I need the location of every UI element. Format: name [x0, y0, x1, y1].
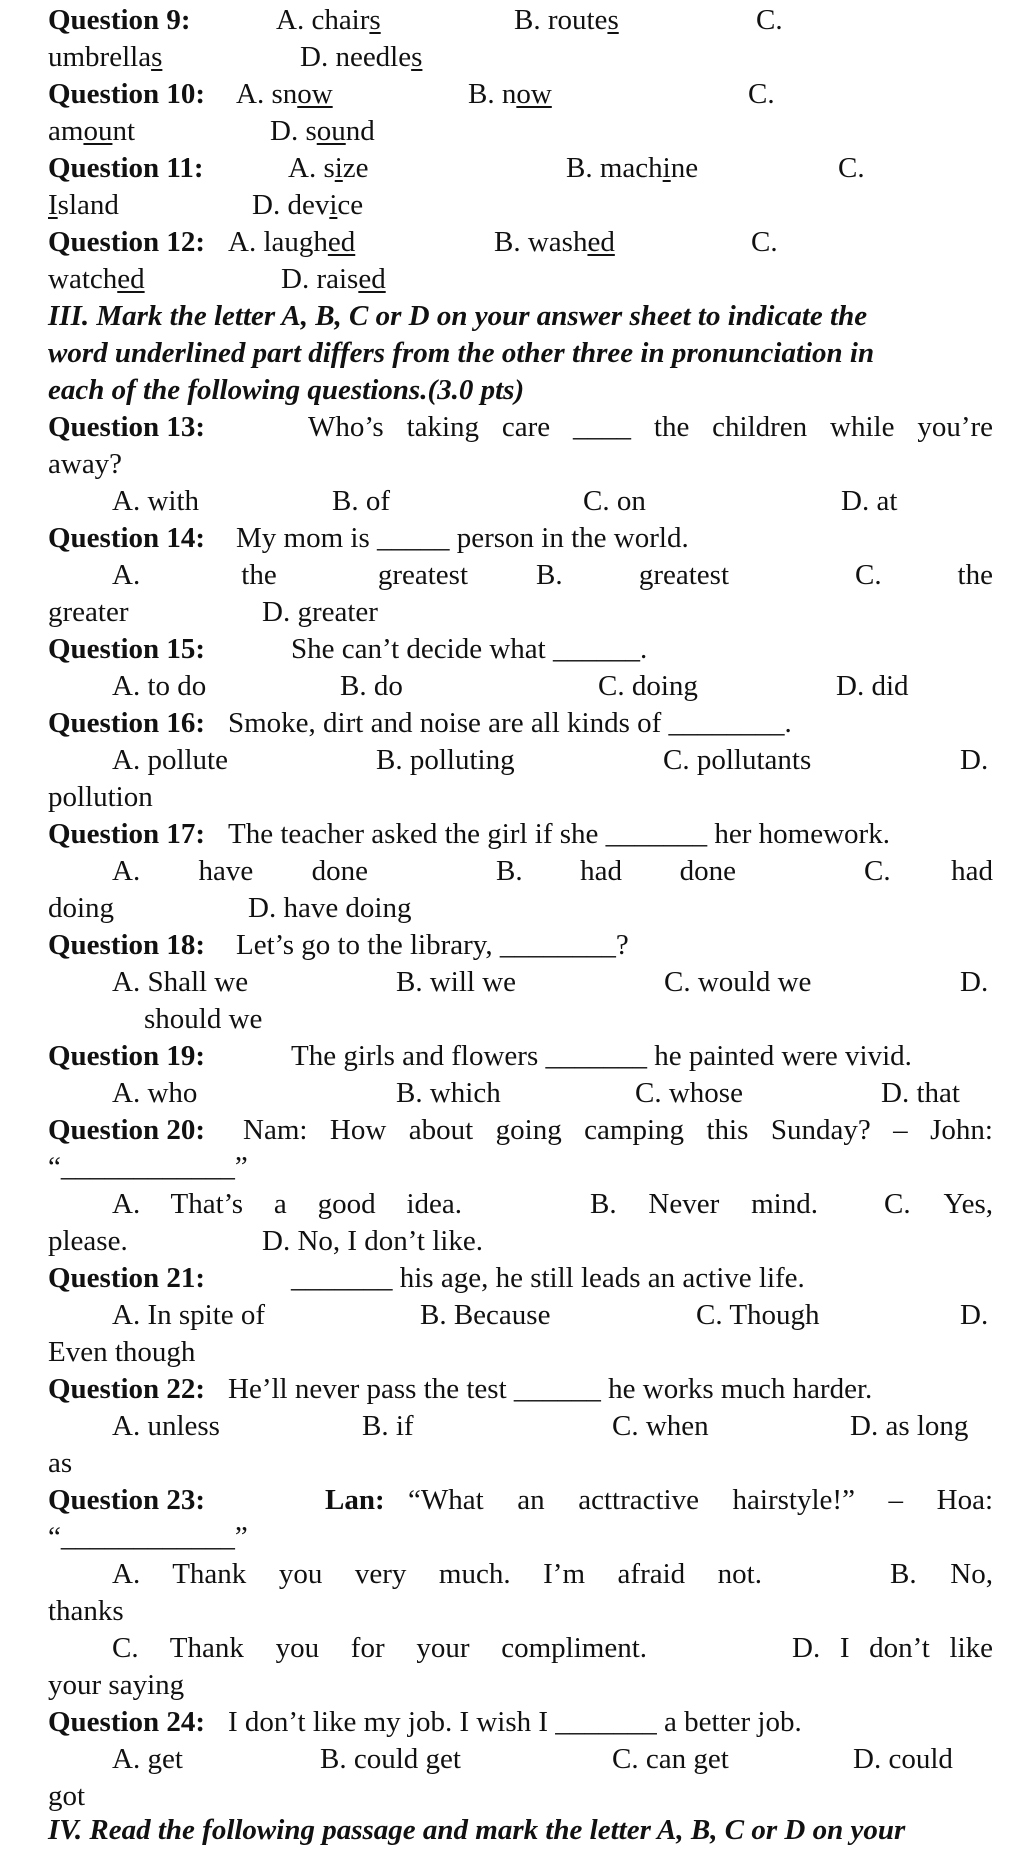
option-c-letter: C.: [751, 226, 778, 258]
question-label: Question 22:: [48, 1373, 206, 1405]
option-d: D. device: [252, 189, 364, 221]
option-d: D. as long: [850, 1410, 969, 1442]
option-b: B. No,: [890, 1558, 993, 1590]
option-a: A. have done: [112, 855, 368, 887]
question-18-option-d-continued: should we: [144, 1003, 263, 1035]
option-d: D.: [960, 744, 989, 776]
option-c-continued: doing: [48, 892, 115, 924]
question-18-line-1: [48, 927, 993, 964]
option-b: B. of: [332, 485, 390, 517]
option-c-word: Island: [48, 189, 119, 221]
question-16-options: [48, 742, 993, 779]
option-a: A. get: [112, 1743, 183, 1775]
question-label: Question 15:: [48, 633, 206, 665]
question-label: Question 13:: [48, 411, 206, 443]
option-a: A. Shall we: [112, 966, 249, 998]
question-stem: She can’t decide what ______.: [291, 633, 648, 665]
option-b: B. could get: [320, 1743, 461, 1775]
option-c-continued: please.: [48, 1225, 128, 1257]
question-22-options: [48, 1408, 993, 1445]
question-16-option-d-continued: pollution: [48, 781, 153, 813]
question-label: Question 10:: [48, 78, 206, 110]
question-14-options-line-1: [48, 557, 993, 594]
question-14-options-line-2: [48, 594, 993, 631]
question-22-line-1: [48, 1371, 993, 1408]
question-21-option-d-continued: Even though: [48, 1336, 196, 1368]
option-c-letter: C.: [838, 152, 865, 184]
option-a: A. That’s a good idea.: [112, 1188, 462, 1220]
option-c: C. Though: [696, 1299, 820, 1331]
question-stem: Smoke, dirt and noise are all kinds of ________.: [228, 707, 792, 739]
option-d: D. needles: [300, 41, 423, 73]
option-a: A. who: [112, 1077, 198, 1109]
question-23-option-d-continued: your saying: [48, 1669, 185, 1701]
section-3-heading-line-1: III. Mark the letter A, B, C or D on your answer sheet to indicate the: [48, 300, 868, 332]
question-stem: My mom is _____ person in the world.: [236, 522, 689, 554]
question-label: Question 18:: [48, 929, 206, 961]
option-d: D. raised: [281, 263, 386, 295]
option-d: D. No, I don’t like.: [262, 1225, 483, 1257]
question-16-line-1: [48, 705, 993, 742]
option-d: D. have doing: [248, 892, 412, 924]
option-d: D. at: [841, 485, 898, 517]
question-23-option-b-continued: thanks: [48, 1595, 124, 1627]
option-b: B. polluting: [376, 744, 515, 776]
question-13-line-2: away?: [48, 448, 123, 480]
speaker-name: Lan:: [325, 1484, 385, 1516]
question-20-answer-blank: “____________”: [48, 1151, 248, 1183]
question-label: Question 9:: [48, 4, 191, 36]
option-b: B. Because: [420, 1299, 551, 1331]
question-21-line-1: [48, 1260, 993, 1297]
option-d: D. did: [836, 670, 909, 702]
question-15-options: [48, 668, 993, 705]
option-a: A. pollute: [112, 744, 228, 776]
option-d: D. sound: [270, 115, 375, 147]
question-23-options-line-2: [48, 1630, 993, 1667]
option-a: A. In spite of: [112, 1299, 266, 1331]
option-c-word: amount: [48, 115, 135, 147]
option-c-letter: C.: [756, 4, 783, 36]
question-23-options-line-1: [48, 1556, 993, 1593]
option-b: B. if: [362, 1410, 414, 1442]
question-9-line-2: [48, 39, 993, 76]
question-15-line-1: [48, 631, 993, 668]
option-d: D. could: [853, 1743, 953, 1775]
question-9-line-1: [48, 2, 993, 39]
question-23-line-1: [48, 1482, 993, 1519]
option-b: B. routes: [514, 4, 619, 36]
question-stem: Let’s go to the library, ________?: [236, 929, 629, 961]
option-a: A. laughed: [228, 226, 356, 258]
question-stem: He’ll never pass the test ______ he works much harder.: [228, 1373, 873, 1405]
question-14-line-1: [48, 520, 993, 557]
option-a: A. size: [288, 152, 369, 184]
question-21-options: [48, 1297, 993, 1334]
question-stem: I don’t like my job. I wish I _______ a better job.: [228, 1706, 802, 1738]
question-17-options-line-2: [48, 890, 993, 927]
option-d: D.: [960, 966, 989, 998]
option-b: B. machine: [566, 152, 699, 184]
option-d: D. I don’t like: [792, 1632, 993, 1664]
option-c: C. whose: [635, 1077, 743, 1109]
question-20-options-line-2: [48, 1223, 993, 1260]
question-label: Question 21:: [48, 1262, 206, 1294]
option-a: A. chairs: [276, 4, 381, 36]
question-label: Question 23:: [48, 1484, 206, 1516]
option-a: A. the greatest: [112, 559, 468, 591]
question-11-line-1: [48, 150, 993, 187]
question-20-line-1: [48, 1112, 993, 1149]
option-d: D. greater: [262, 596, 378, 628]
question-stem: “What an acttractive hairstyle!” – Hoa:: [408, 1484, 993, 1516]
question-19-line-1: [48, 1038, 993, 1075]
question-20-options-line-1: [48, 1186, 993, 1223]
option-a: A. with: [112, 485, 199, 517]
option-c: C. when: [612, 1410, 709, 1442]
question-17-options-line-1: [48, 853, 993, 890]
option-c-word: watched: [48, 263, 145, 295]
option-b: B. Never mind.: [590, 1188, 818, 1220]
question-19-options: [48, 1075, 993, 1112]
option-a: A. to do: [112, 670, 207, 702]
question-24-line-1: [48, 1704, 993, 1741]
option-d: D.: [960, 1299, 989, 1331]
question-label: Question 14:: [48, 522, 206, 554]
section-3-heading-line-3: each of the following questions.(3.0 pts): [48, 374, 525, 406]
option-c: C. the: [855, 559, 993, 591]
question-17-line-1: [48, 816, 993, 853]
question-stem: Who’s taking care ____ the children while you’re: [308, 411, 993, 443]
option-a: A. unless: [112, 1410, 220, 1442]
question-label: Question 24:: [48, 1706, 206, 1738]
option-b: B. greatest: [536, 559, 729, 591]
option-c: C. on: [583, 485, 646, 517]
question-stem: _______ his age, he still leads an active life.: [291, 1262, 805, 1294]
option-c: C. can get: [612, 1743, 729, 1775]
question-18-options: [48, 964, 993, 1001]
question-stem: The teacher asked the girl if she _______ her homework.: [228, 818, 890, 850]
question-label: Question 17:: [48, 818, 206, 850]
question-11-line-2: [48, 187, 993, 224]
question-12-line-2: [48, 261, 993, 298]
option-d: D. that: [881, 1077, 960, 1109]
question-label: Question 20:: [48, 1114, 206, 1146]
option-b: B. now: [468, 78, 552, 110]
section-3-heading-line-2: word underlined part differs from the other three in pronunciation in: [48, 337, 875, 369]
question-label: Question 16:: [48, 707, 206, 739]
option-a: A. Thank you very much. I’m afraid not.: [112, 1558, 762, 1590]
option-c-word: umbrellas: [48, 41, 163, 73]
option-b: B. do: [340, 670, 403, 702]
section-4-heading-cutoff: IV. Read the following passage and mark the letter A, B, C or D on your: [48, 1814, 906, 1846]
question-23-answer-blank: “____________”: [48, 1521, 248, 1553]
option-c-continued: greater: [48, 596, 129, 628]
option-b: B. washed: [494, 226, 615, 258]
option-c: C. had: [864, 855, 993, 887]
question-13-line-1: [48, 409, 993, 446]
question-24-options: [48, 1741, 993, 1778]
option-c: C. doing: [598, 670, 698, 702]
option-b: B. will we: [396, 966, 517, 998]
question-24-option-d-continued: got: [48, 1780, 86, 1812]
option-c: C. Thank you for your compliment.: [112, 1632, 647, 1664]
option-a: A. snow: [236, 78, 333, 110]
option-c: C. Yes,: [884, 1188, 993, 1220]
question-10-line-1: [48, 76, 993, 113]
question-13-options: [48, 483, 993, 520]
question-stem: The girls and flowers _______ he painted were vivid.: [291, 1040, 912, 1072]
question-10-line-2: [48, 113, 993, 150]
question-stem: Nam: How about going camping this Sunday? – John:: [243, 1114, 993, 1146]
question-label: Question 11:: [48, 152, 204, 184]
option-c: C. pollutants: [663, 744, 812, 776]
option-c-letter: C.: [748, 78, 775, 110]
question-label: Question 12:: [48, 226, 206, 258]
option-b: B. which: [396, 1077, 501, 1109]
worksheet-page: [48, 2, 993, 1815]
question-22-option-d-continued: as: [48, 1447, 73, 1479]
option-c: C. would we: [664, 966, 812, 998]
question-12-line-1: [48, 224, 993, 261]
option-b: B. had done: [496, 855, 736, 887]
question-label: Question 19:: [48, 1040, 206, 1072]
